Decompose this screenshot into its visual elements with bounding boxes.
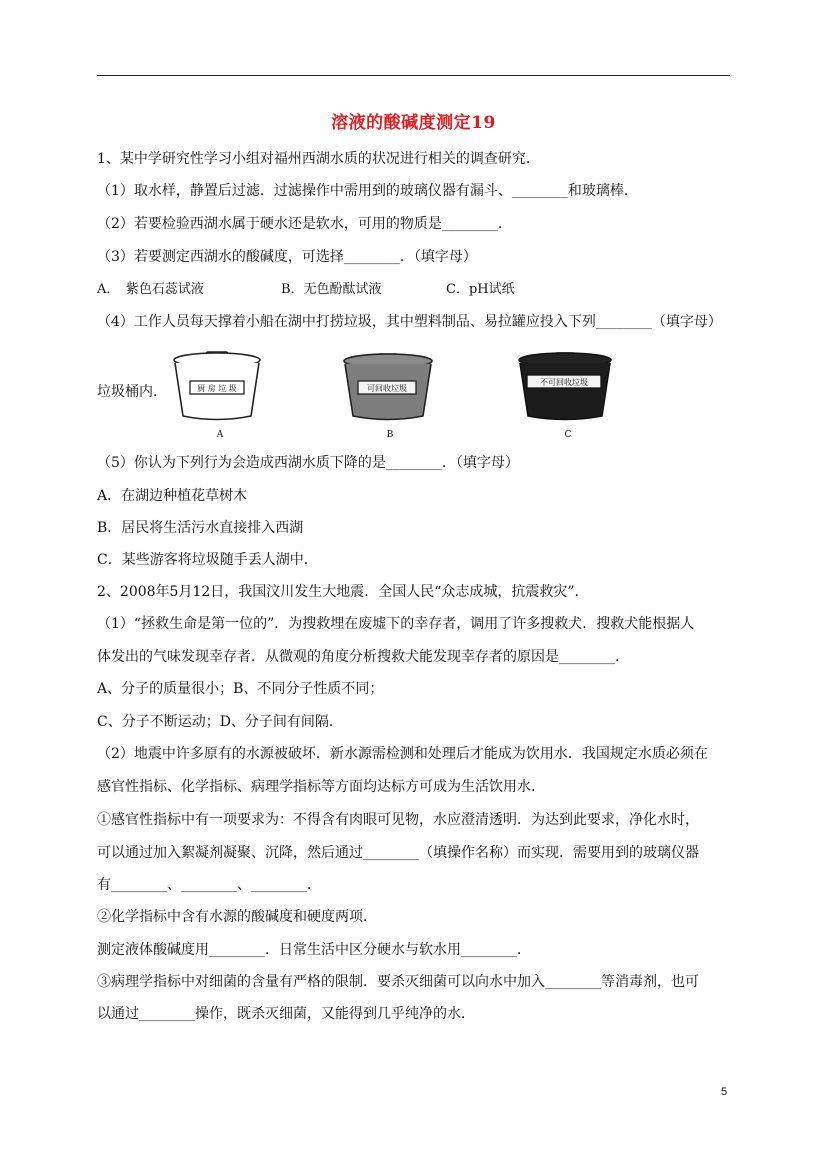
q2-sub2-line1: ②化学指标中含有水源的酸碱度和硬度两项．	[97, 909, 377, 925]
q2-sub1-line3: 有________、________、________．	[97, 877, 321, 893]
q1-part1: （1）取水样，静置后过滤．过滤操作中需用到的玻璃仪器有漏斗、________和玻璃棒．	[97, 183, 638, 199]
bin-b-label: 可回收垃圾	[367, 384, 407, 393]
page-title: 溶液的酸碱度测定19	[331, 113, 496, 133]
q1-option-a: A． 紫色石蕊试液	[97, 282, 204, 297]
q1-option-c: C．pH试纸	[446, 282, 515, 297]
bin-b-letter: B	[386, 430, 394, 440]
trash-bins-figure	[170, 343, 615, 445]
q2-sub3-line2: 以通过________操作，既杀灭细菌，又能得到几乎纯净的水．	[97, 1006, 475, 1022]
header-rule	[97, 75, 730, 76]
q1-intro: 1、某中学研究性学习小组对福州西湖水质的状况进行相关的调查研究．	[97, 151, 540, 167]
q2-intro: 2、2008年5月12日，我国汶川发生大地震．全国人民“众志成城，抗震救灾”．	[97, 584, 589, 600]
bin-a	[174, 352, 260, 440]
q2-part1-options-cd: C、分子不断运动；D、分子间有间隔．	[97, 714, 343, 730]
q2-sub3-line1: ③病理学指标中对细菌的含量有严格的限制．要杀灭细菌可以向水中加入________等消毒剂，也可	[97, 974, 699, 990]
bin-c-letter: C	[564, 430, 572, 440]
q1-part5: （5）你认为下列行为会造成西湖水质下降的是________．（填字母）	[97, 455, 519, 471]
bin-b	[344, 354, 432, 440]
q1-part5-option-c: C．某些游客将垃圾随手丢人湖中．	[97, 552, 318, 568]
q1-part5-option-a: A．在湖边种植花草树木	[97, 488, 248, 504]
q1-option-b: B．无色酚酞试液	[281, 282, 382, 297]
q1-part5-option-b: B．居民将生活污水直接排入西湖	[97, 520, 304, 536]
q2-part2-line2: 感官性指标、化学指标、病理学指标等方面均达标方可成为生活饮用水．	[97, 779, 545, 795]
q2-sub1-line2: 可以通过加入絮凝剂凝聚、沉降，然后通过________（填操作名称）而实现．需要用到的玻璃仪器	[97, 845, 699, 861]
q1-part4-tail: 垃圾桶内．	[97, 384, 167, 400]
bin-c-label: 不可回收垃圾	[540, 378, 588, 387]
q2-sub2-line2: 测定液体酸碱度用________．日常生活中区分硬水与软水用________．	[97, 942, 531, 958]
q1-part3: （3）若要测定西湖水的酸碱度，可选择________．（填字母）	[97, 249, 477, 265]
bin-a-letter: A	[216, 430, 224, 440]
q2-part1-options-ab: A、分子的质量很小；B、不同分子性质不同；	[97, 681, 384, 697]
q2-part1-line2: 体发出的气味发现幸存者．从微观的角度分析搜救犬能发现幸存者的原因是________．	[97, 649, 629, 665]
q2-part2-line1: （2）地震中许多原有的水源被破坏．新水源需检测和处理后才能成为饮用水．我国规定水质必须在	[97, 746, 708, 762]
q2-sub1-line1: ①感官性指标中有一项要求为：不得含有肉眼可见物，水应澄清透明．为达到此要求，净化水时，	[97, 812, 699, 828]
q2-part1-line1: （1）“拯救生命是第一位的”．为搜救埋在废墟下的幸存者，调用了许多搜救犬．搜救犬能根据人	[97, 616, 695, 632]
q1-part2: （2）若要检验西湖水属于硬水还是软水，可用的物质是________．	[97, 216, 512, 232]
q1-part4: （4）工作人员每天撑着小船在湖中打捞垃圾，其中塑料制品、易拉罐应投入下列________（填字母）	[97, 314, 722, 330]
page-number: 5	[721, 1086, 728, 1098]
bin-a-label: 厨 房 垃 圾	[197, 384, 237, 393]
bin-c	[519, 353, 611, 440]
